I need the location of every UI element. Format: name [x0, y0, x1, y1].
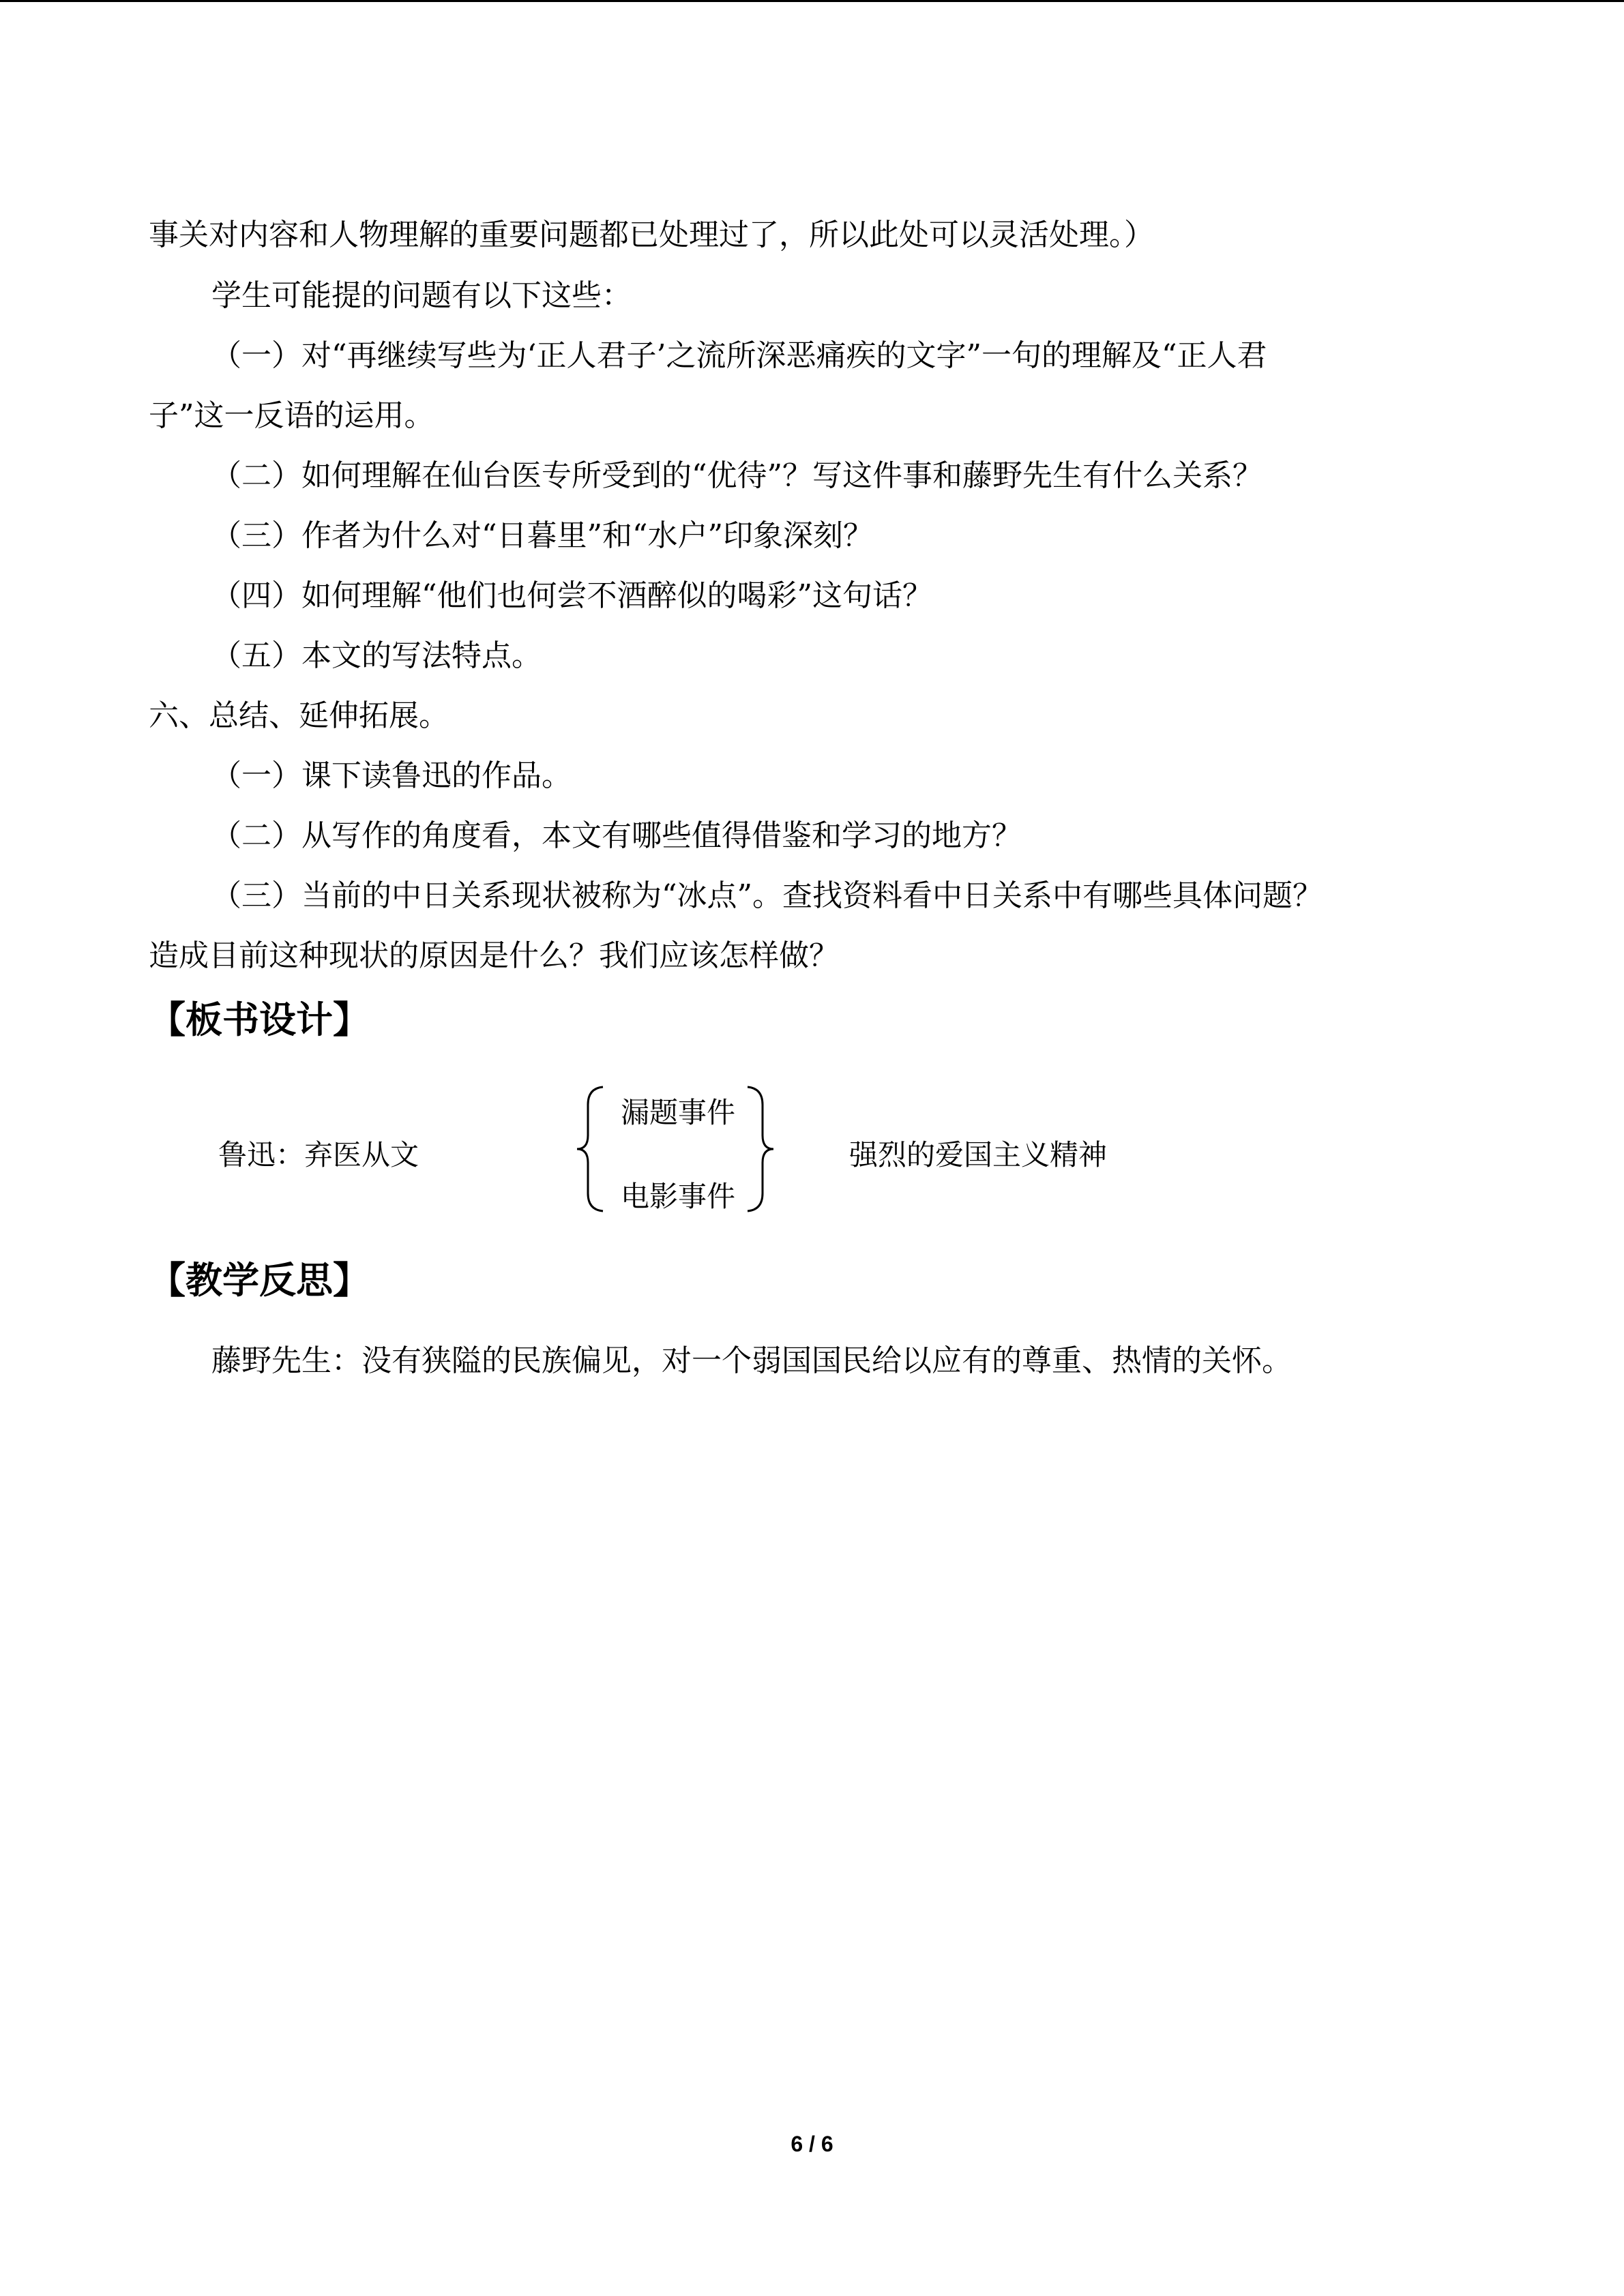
paragraph-line: （一）课下读鲁迅的作品。	[211, 758, 572, 793]
reflection-heading: 【教学反思】	[149, 1259, 370, 1302]
section-heading-line: 六、总结、延伸拓展。	[149, 698, 449, 733]
left-brace-icon	[573, 1084, 607, 1214]
paragraph-line: （四）如何理解“他们也何尝不酒醉似的喝彩”这句话？	[211, 578, 932, 613]
paragraph-line: （二）从写作的角度看，本文有哪些值得借鉴和学习的地方？	[211, 818, 1022, 853]
paragraph-line: 子”这一反语的运用。	[149, 398, 434, 433]
board-right-label: 强烈的爱国主义精神	[849, 1138, 1108, 1172]
reflection-text: 藤野先生：没有狭隘的民族偏见，对一个弱国国民给以应有的尊重、热情的关怀。	[211, 1343, 1292, 1378]
top-border-line	[0, 0, 1624, 2]
right-brace-icon	[743, 1084, 778, 1214]
paragraph-line: 学生可能提的问题有以下这些：	[211, 278, 632, 313]
paragraph-line: 事关对内容和人物理解的重要问题都已处理过了，所以此处可以灵活处理。）	[149, 218, 1154, 252]
board-design-heading: 【板书设计】	[149, 998, 370, 1041]
paragraph-line: （一）对“再继续写些为‘正人君子’之流所深恶痛疾的文字”一句的理解及“正人君	[211, 338, 1267, 373]
board-event-bottom: 电影事件	[621, 1180, 736, 1213]
paragraph-line: （三）作者为什么对“日暮里”和“水户”印象深刻？	[211, 518, 873, 553]
paragraph-line: （五）本文的写法特点。	[211, 638, 542, 673]
paragraph-line: （三）当前的中日关系现状被称为“冰点”。查找资料看中日关系中有哪些具体问题？	[211, 878, 1323, 913]
paragraph-line: （二）如何理解在仙台医专所受到的“优待”？写这件事和藤野先生有什么关系？	[211, 458, 1263, 493]
board-left-label: 鲁迅：弃医从文	[218, 1138, 419, 1172]
page-number: 6 / 6	[791, 2132, 833, 2156]
board-event-top: 漏题事件	[621, 1096, 736, 1129]
paragraph-line: 造成目前这种现状的原因是什么？我们应该怎样做？	[149, 938, 839, 973]
